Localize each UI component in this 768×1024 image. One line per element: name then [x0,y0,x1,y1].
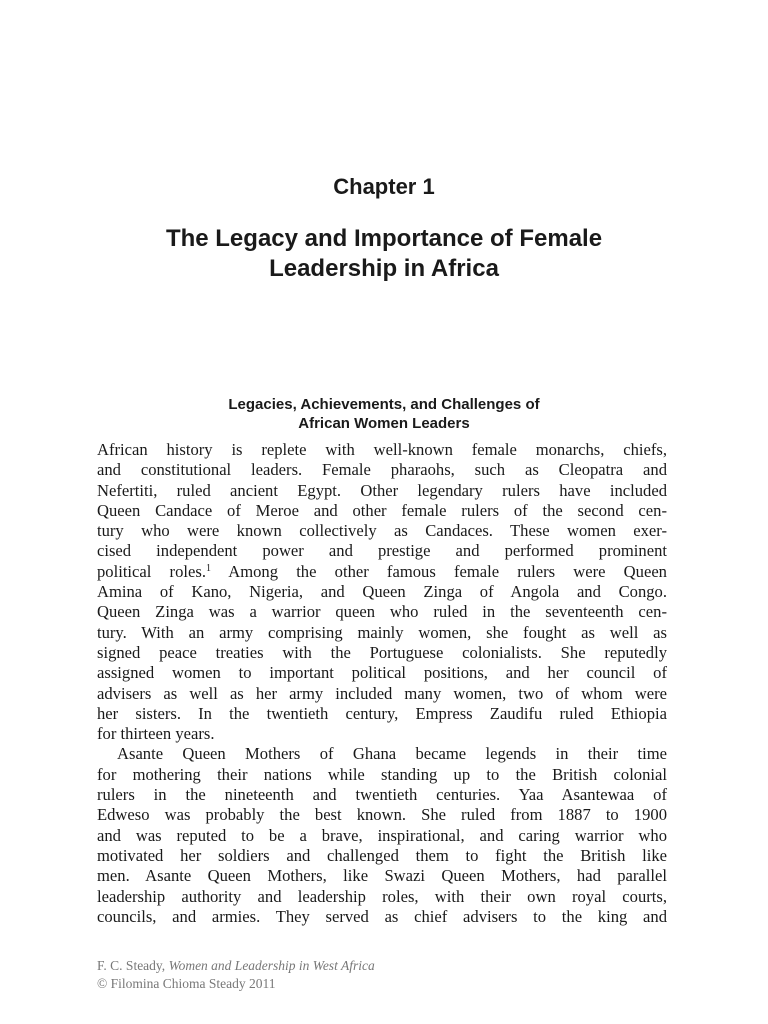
body-text [97,440,667,927]
body-line: Asante Queen Mothers of Ghana became legends in their time [117,744,667,764]
body-line: Queen Zinga was a warrior queen who ruled in the seventeenth cen- [97,602,667,622]
section-heading-line: African Women Leaders [298,415,470,432]
page-footer [97,957,597,993]
body-line: for thirteen years. [97,724,215,744]
body-line: rulers in the nineteenth and twentieth centuries. Yaa Asantewaa of [97,785,667,805]
body-line: councils, and armies. They served as chief advisers to the king and [97,906,667,926]
body-line: and was reputed to be a brave, inspirational, and caring warrior who [97,825,667,845]
body-line-tail: Among the other famous female rulers were Queen [210,561,667,581]
section-heading [60,395,708,433]
chapter-title-line: Leadership in Africa [269,255,499,282]
body-line: cised independent power and prestige and performed prominent [97,541,667,561]
body-line: African history is replete with well-known female monarchs, chiefs, [97,440,667,459]
body-line: her sisters. In the twentieth century, Empress Zaudifu ruled Ethiopia [97,703,667,723]
body-line: advisers as well as her army included many women, two of whom were [97,683,667,703]
body-line: tury who were known collectively as Candaces. These women exer- [97,521,667,541]
chapter-title [60,224,708,284]
body-line: for mothering their nations while standing up to the British colonial [97,764,667,784]
footer-author: F. C. Steady, [97,958,169,973]
body-line: assigned women to important political positions, and her council of [97,663,667,683]
body-line: tury. With an army comprising mainly women, she fought as well as [97,622,667,642]
footer-citation [97,957,597,975]
footer-book-title: Women and Leadership in West Africa [168,958,375,973]
chapter-title-line: The Legacy and Importance of Female [165,225,603,252]
chapter-label: Chapter 1 [333,174,435,199]
body-line: signed peace treaties with the Portuguese colonialists. She reputedly [97,642,667,662]
body-line: motivated her soldiers and challenged them to fight the British like [97,845,667,865]
body-line: Edweso was probably the best known. She ruled from 1887 to 1900 [97,805,667,825]
body-line: men. Asante Queen Mothers, like Swazi Queen Mothers, had parallel [97,866,667,886]
body-line-with-footnote [97,562,667,582]
body-line: and constitutional leaders. Female pharaohs, such as Cleopatra and [97,460,667,480]
body-line-head: political roles. [97,561,206,581]
body-line: Queen Candace of Meroe and other female rulers of the second cen- [97,500,667,520]
footer-copyright: © Filomina Chioma Steady 2011 [97,976,276,991]
body-line: leadership authority and leadership roles, with their own royal courts, [97,886,667,906]
body-line: Amina of Kano, Nigeria, and Queen Zinga of Angola and Congo. [97,582,667,602]
section-heading-line: Legacies, Achievements, and Challenges of [228,396,540,413]
footnote-reference[interactable]: 1 [205,562,211,574]
body-line: Nefertiti, ruled ancient Egypt. Other legendary rulers have included [97,480,667,500]
